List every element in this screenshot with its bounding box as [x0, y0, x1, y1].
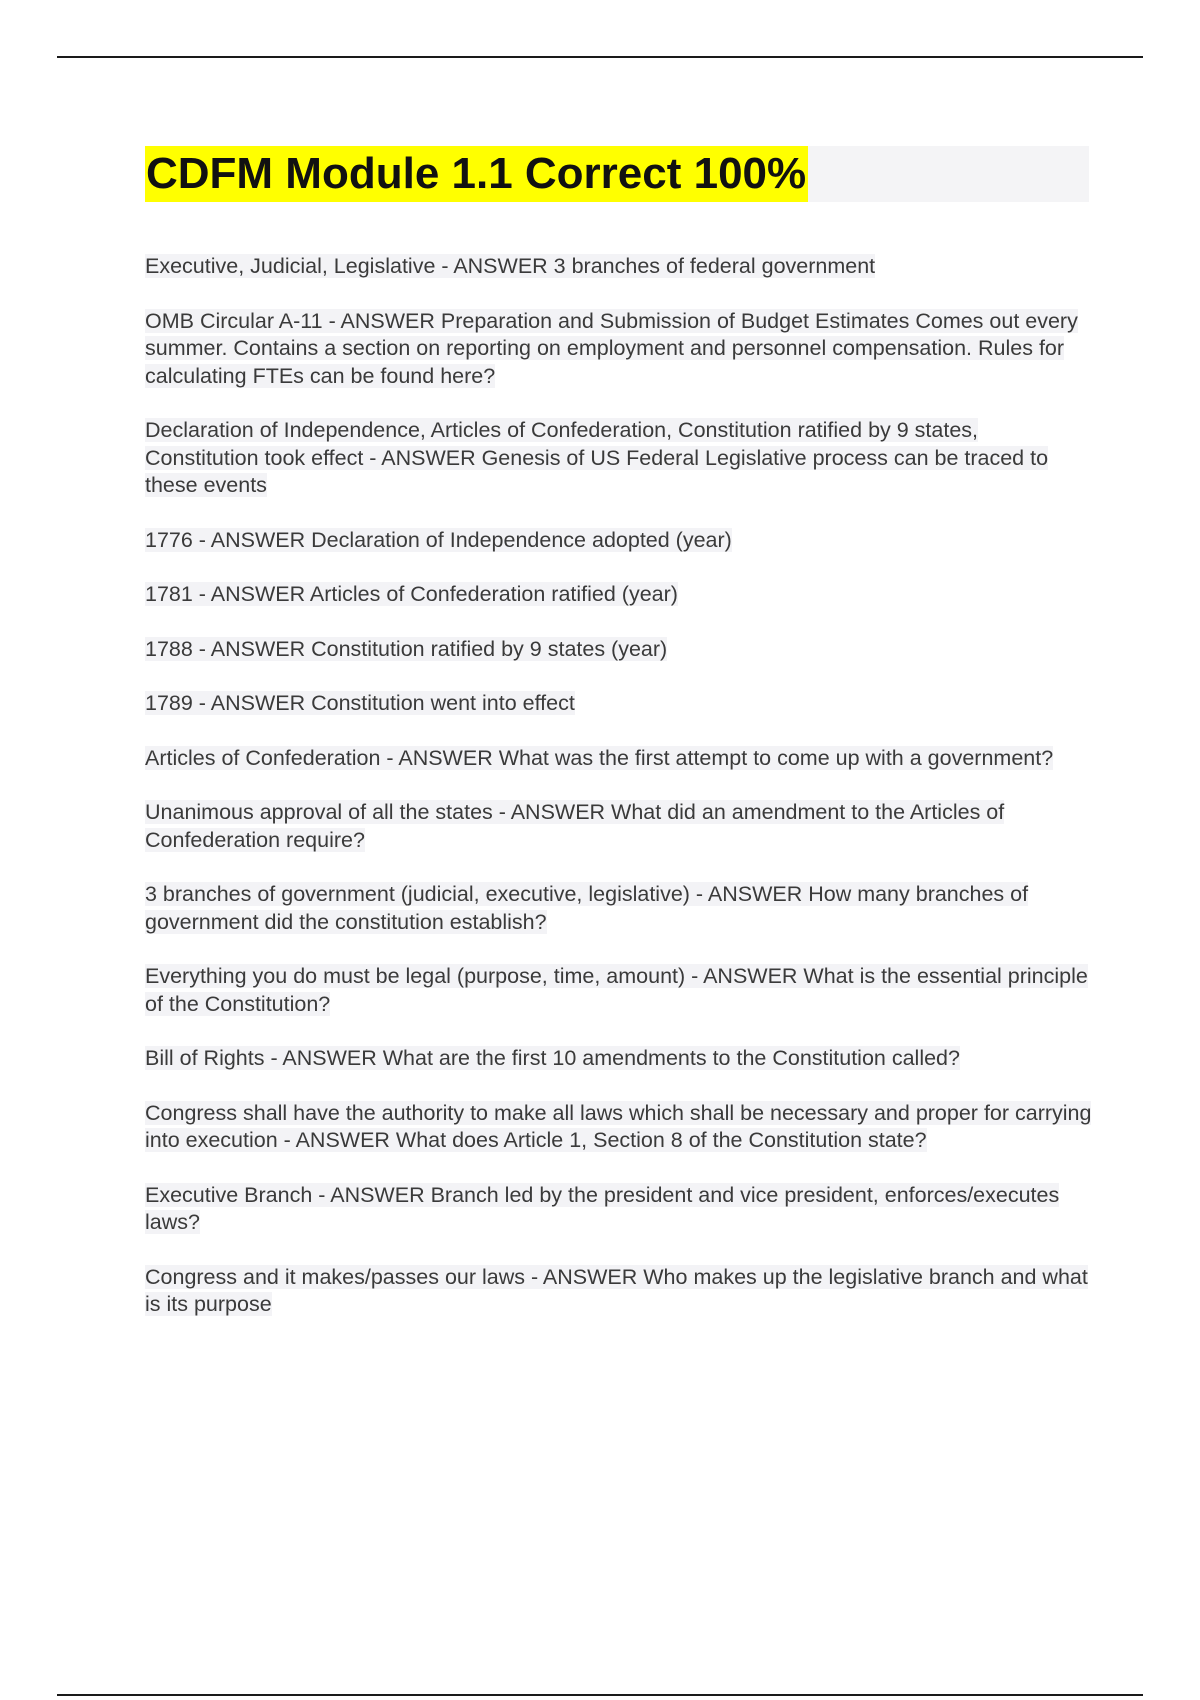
qa-entry-text: Executive, Judicial, Legislative - ANSWER 3 branches of federal government: [145, 254, 876, 278]
qa-entry: [145, 253, 1095, 281]
top-rule: [57, 56, 1143, 58]
qa-entry: [145, 963, 1095, 1018]
qa-entry: [145, 636, 1095, 664]
qa-entry-text: 1788 - ANSWER Constitution ratified by 9 states (year): [145, 636, 668, 661]
qa-entry: [145, 799, 1095, 854]
qa-entry: [145, 1182, 1095, 1237]
qa-entry: [145, 308, 1095, 391]
qa-entry-text: Executive Branch - ANSWER Branch led by the president and vice president, enforces/executes laws?: [145, 1182, 1060, 1234]
qa-entry-text: Congress and it makes/passes our laws - ANSWER Who makes up the legislative branch and what is its purpose: [145, 1264, 1088, 1316]
qa-entry-text: Unanimous approval of all the states - ANSWER What did an amendment to the Articles of Confederation require?: [145, 800, 1005, 852]
qa-entry-text: Everything you do must be legal (purpose, time, amount) - ANSWER What is the essential principle of the Constitution?: [145, 964, 1088, 1016]
qa-entry: [145, 527, 1095, 555]
qa-entry: [145, 745, 1095, 773]
qa-entry: [145, 690, 1095, 718]
qa-entry: [145, 417, 1095, 500]
qa-entry-text: OMB Circular A-11 - ANSWER Preparation and Submission of Budget Estimates Comes out every summer. Contains a section on reporting on employment and personnel compensation. Rules for calculating FTEs can be found here?: [145, 308, 1078, 388]
qa-entry-text: Congress shall have the authority to make all laws which shall be necessary and proper for carrying into execution - ANSWER What does Article 1, Section 8 of the Constitution state?: [145, 1100, 1092, 1152]
qa-entry-text: Bill of Rights - ANSWER What are the first 10 amendments to the Constitution called?: [145, 1046, 960, 1070]
qa-entry-text: 3 branches of government (judicial, executive, legislative) - ANSWER How many branches of government did the constitution establish?: [145, 882, 1029, 934]
qa-entry: [145, 581, 1095, 609]
document-title: CDFM Module 1.1 Correct 100%: [145, 146, 808, 202]
bottom-rule: [57, 1694, 1143, 1696]
qa-entry-text: Declaration of Independence, Articles of Confederation, Constitution ratified by 9 states, Constitution took effect - ANSWER Genesis of US Federal Legislative process can be traced to these events: [145, 418, 1049, 497]
qa-entry: [145, 1100, 1095, 1155]
qa-entry-text: 1789 - ANSWER Constitution went into effect: [145, 691, 575, 715]
qa-list: [145, 253, 1095, 1346]
qa-entry-text: 1776 - ANSWER Declaration of Independence adopted (year): [145, 527, 732, 552]
qa-entry-text: 1781 - ANSWER Articles of Confederation ratified (year): [145, 582, 678, 606]
qa-entry-text: Articles of Confederation - ANSWER What was the first attempt to come up with a government?: [145, 745, 1054, 770]
qa-entry: [145, 1264, 1095, 1319]
qa-entry: [145, 1045, 1095, 1073]
qa-entry: [145, 881, 1095, 936]
